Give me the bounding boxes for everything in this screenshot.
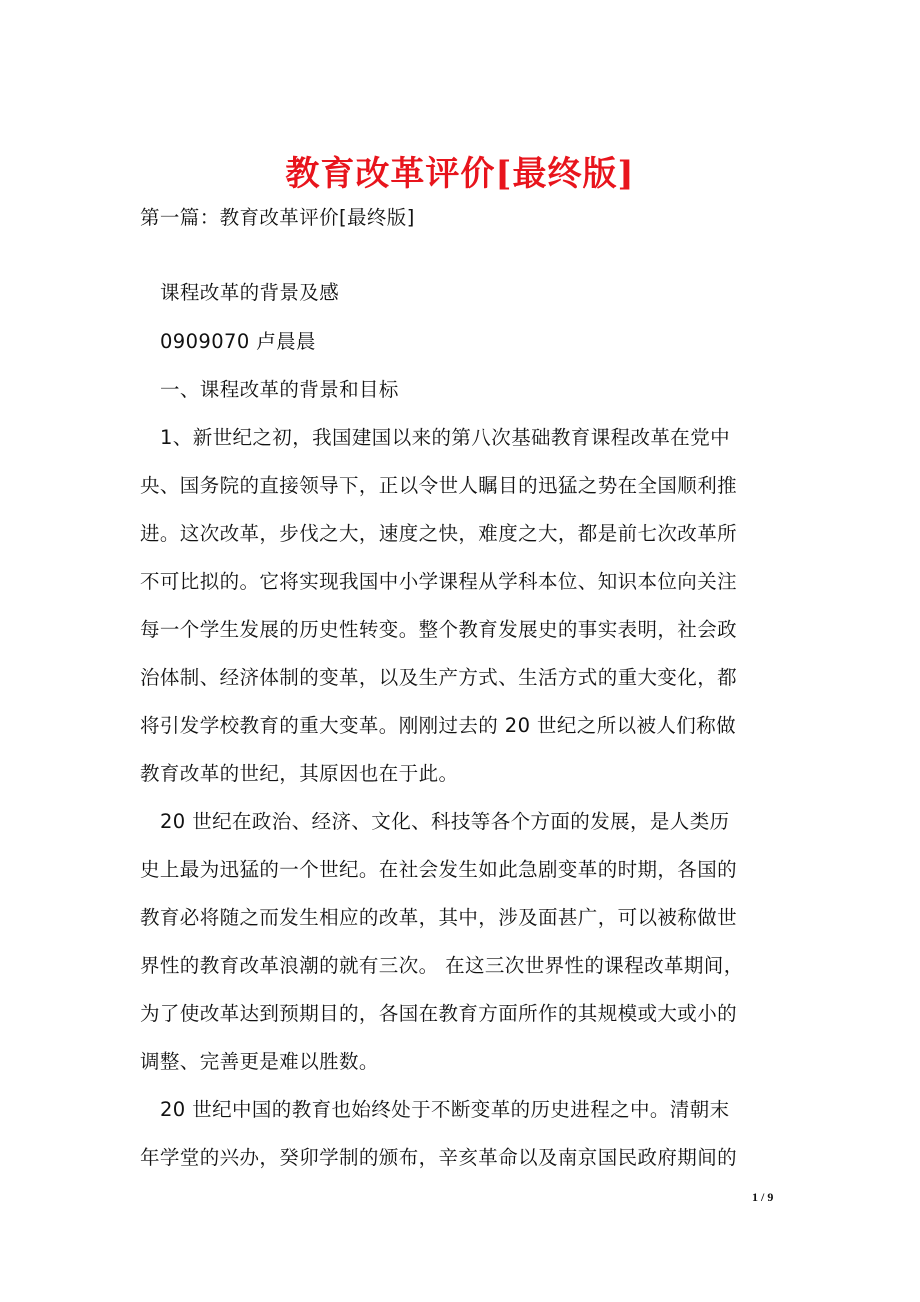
page-number: 1 / 9	[752, 1190, 774, 1204]
subtitle: 课程改革的背景及感	[160, 281, 340, 304]
text-line: 治体制、经济体制的变革，以及生产方式、生活方式的重大变化，都	[140, 666, 738, 689]
text-line: 界性的教育改革浪潮的就有三次。 在这三次世界性的课程改革期间，	[140, 954, 744, 977]
document-title: 教育改革评价[最终版]	[285, 154, 635, 194]
text-line: 1、新世纪之初，我国建国以来的第八次基础教育课程改革在党中	[160, 426, 731, 449]
text-line: 教育改革的世纪，其原因也在于此。	[140, 762, 459, 785]
text-line: 进。这次改革，步伐之大，速度之快，难度之大，都是前七次改革所	[140, 522, 738, 545]
text-line: 不可比拟的。它将实现我国中小学课程从学科本位、知识本位向关注	[140, 570, 738, 593]
author-line: 0909070 卢晨晨	[160, 330, 316, 353]
text-line: 每一个学生发展的历史性转变。整个教育发展史的事实表明，社会政	[140, 618, 738, 641]
text-line: 为了使改革达到预期目的，各国在教育方面所作的其规模或大或小的	[140, 1002, 738, 1025]
text-line: 教育必将随之而发生相应的改革，其中，涉及面甚广，可以被称做世	[140, 906, 738, 929]
text-line: 年学堂的兴办，癸卯学制的颁布，辛亥革命以及南京国民政府期间的	[140, 1146, 738, 1169]
chapter-heading: 一、课程改革的背景和目标	[160, 378, 399, 401]
text-line: 20 世纪中国的教育也始终处于不断变革的历史进程之中。清朝末	[160, 1098, 730, 1121]
text-line: 将引发学校教育的重大变革。刚刚过去的 20 世纪之所以被人们称做	[140, 714, 737, 737]
text-line: 调整、完善更是难以胜数。	[140, 1050, 379, 1073]
text-line: 央、国务院的直接领导下，正以令世人瞩目的迅猛之势在全国顺利推	[140, 474, 738, 497]
text-line: 史上最为迅猛的一个世纪。在社会发生如此急剧变革的时期，各国的	[140, 858, 738, 881]
text-line: 20 世纪在政治、经济、文化、科技等各个方面的发展，是人类历	[160, 810, 730, 833]
section-heading: 第一篇：教育改革评价[最终版]	[140, 206, 415, 229]
